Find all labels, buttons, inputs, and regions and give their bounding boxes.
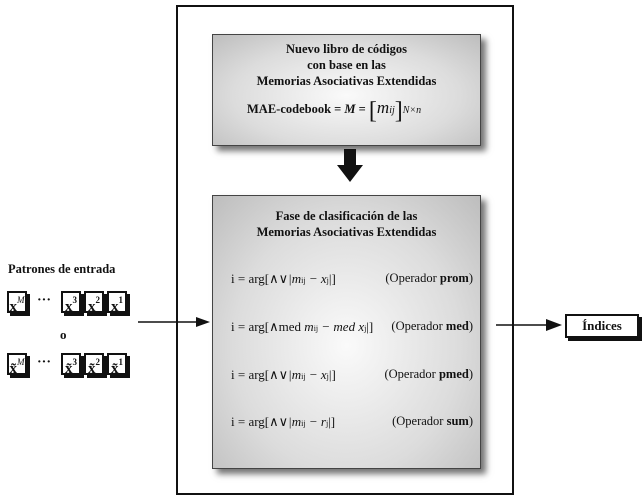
equation-sum: i = arg[∧∨|mij − rj|] [231,414,336,429]
ellipsis-row-1: ··· [37,293,52,308]
equation-med: i = arg[∧med mij − med xj|] [231,319,374,334]
input-vector-3: $x^3$ [61,291,81,313]
codebook-eq: = [355,102,369,116]
codebook-mij: m [376,98,390,117]
classification-panel [212,195,481,469]
codebook-prefix: MAE-codebook = [247,102,345,116]
output-indices-box: Índices [565,314,639,338]
noisy-vector-2: x̃$^2$ [84,353,104,375]
noisy-vector-3: x̃$^3$ [61,353,81,375]
operator-prom: (Operador prom) [385,271,473,285]
codebook-panel [212,34,481,146]
or-label: o [60,327,67,342]
input-arrow-icon [136,315,212,329]
input-patterns-label: Patrones de entrada [8,262,116,276]
equation-prom: i = arg[∧∨|mij − xj|] [231,271,336,286]
operator-pmed: (Operador pmed) [384,367,473,381]
codebook-formula: MAE-codebook = M = [mij]N×n [247,98,422,124]
input-vector-M: $x^M$ [7,291,27,313]
codebook-title-line-3: Memorias Asociativas Extendidas [256,74,437,88]
equation-pmed: i = arg[∧∨|mij − xj|] [231,367,336,382]
input-vector-1: $x^1$ [107,291,127,313]
classification-title-line-2: Memorias Asociativas Extendidas [256,225,437,239]
codebook-title-line-1: Nuevo libro de códigos [286,42,407,56]
classification-title-line-1: Fase de clasificación de las [275,209,418,223]
codebook-dims: N×n [402,105,422,116]
operator-med: (Operador med) [391,319,473,333]
input-vector-2: $x^2$ [84,291,104,313]
noisy-vector-1: x̃$^1$ [107,353,127,375]
codebook-M: M [344,102,356,116]
noisy-vector-M: x̃$^M$ [7,353,27,375]
output-arrow-icon [494,318,564,332]
codebook-mij-sub: ij [389,105,395,116]
codebook-title-line-2: con base en las [307,58,386,72]
down-arrow-icon [335,147,365,185]
operator-sum: (Operador sum) [392,414,473,428]
ellipsis-row-2: ··· [37,355,52,370]
